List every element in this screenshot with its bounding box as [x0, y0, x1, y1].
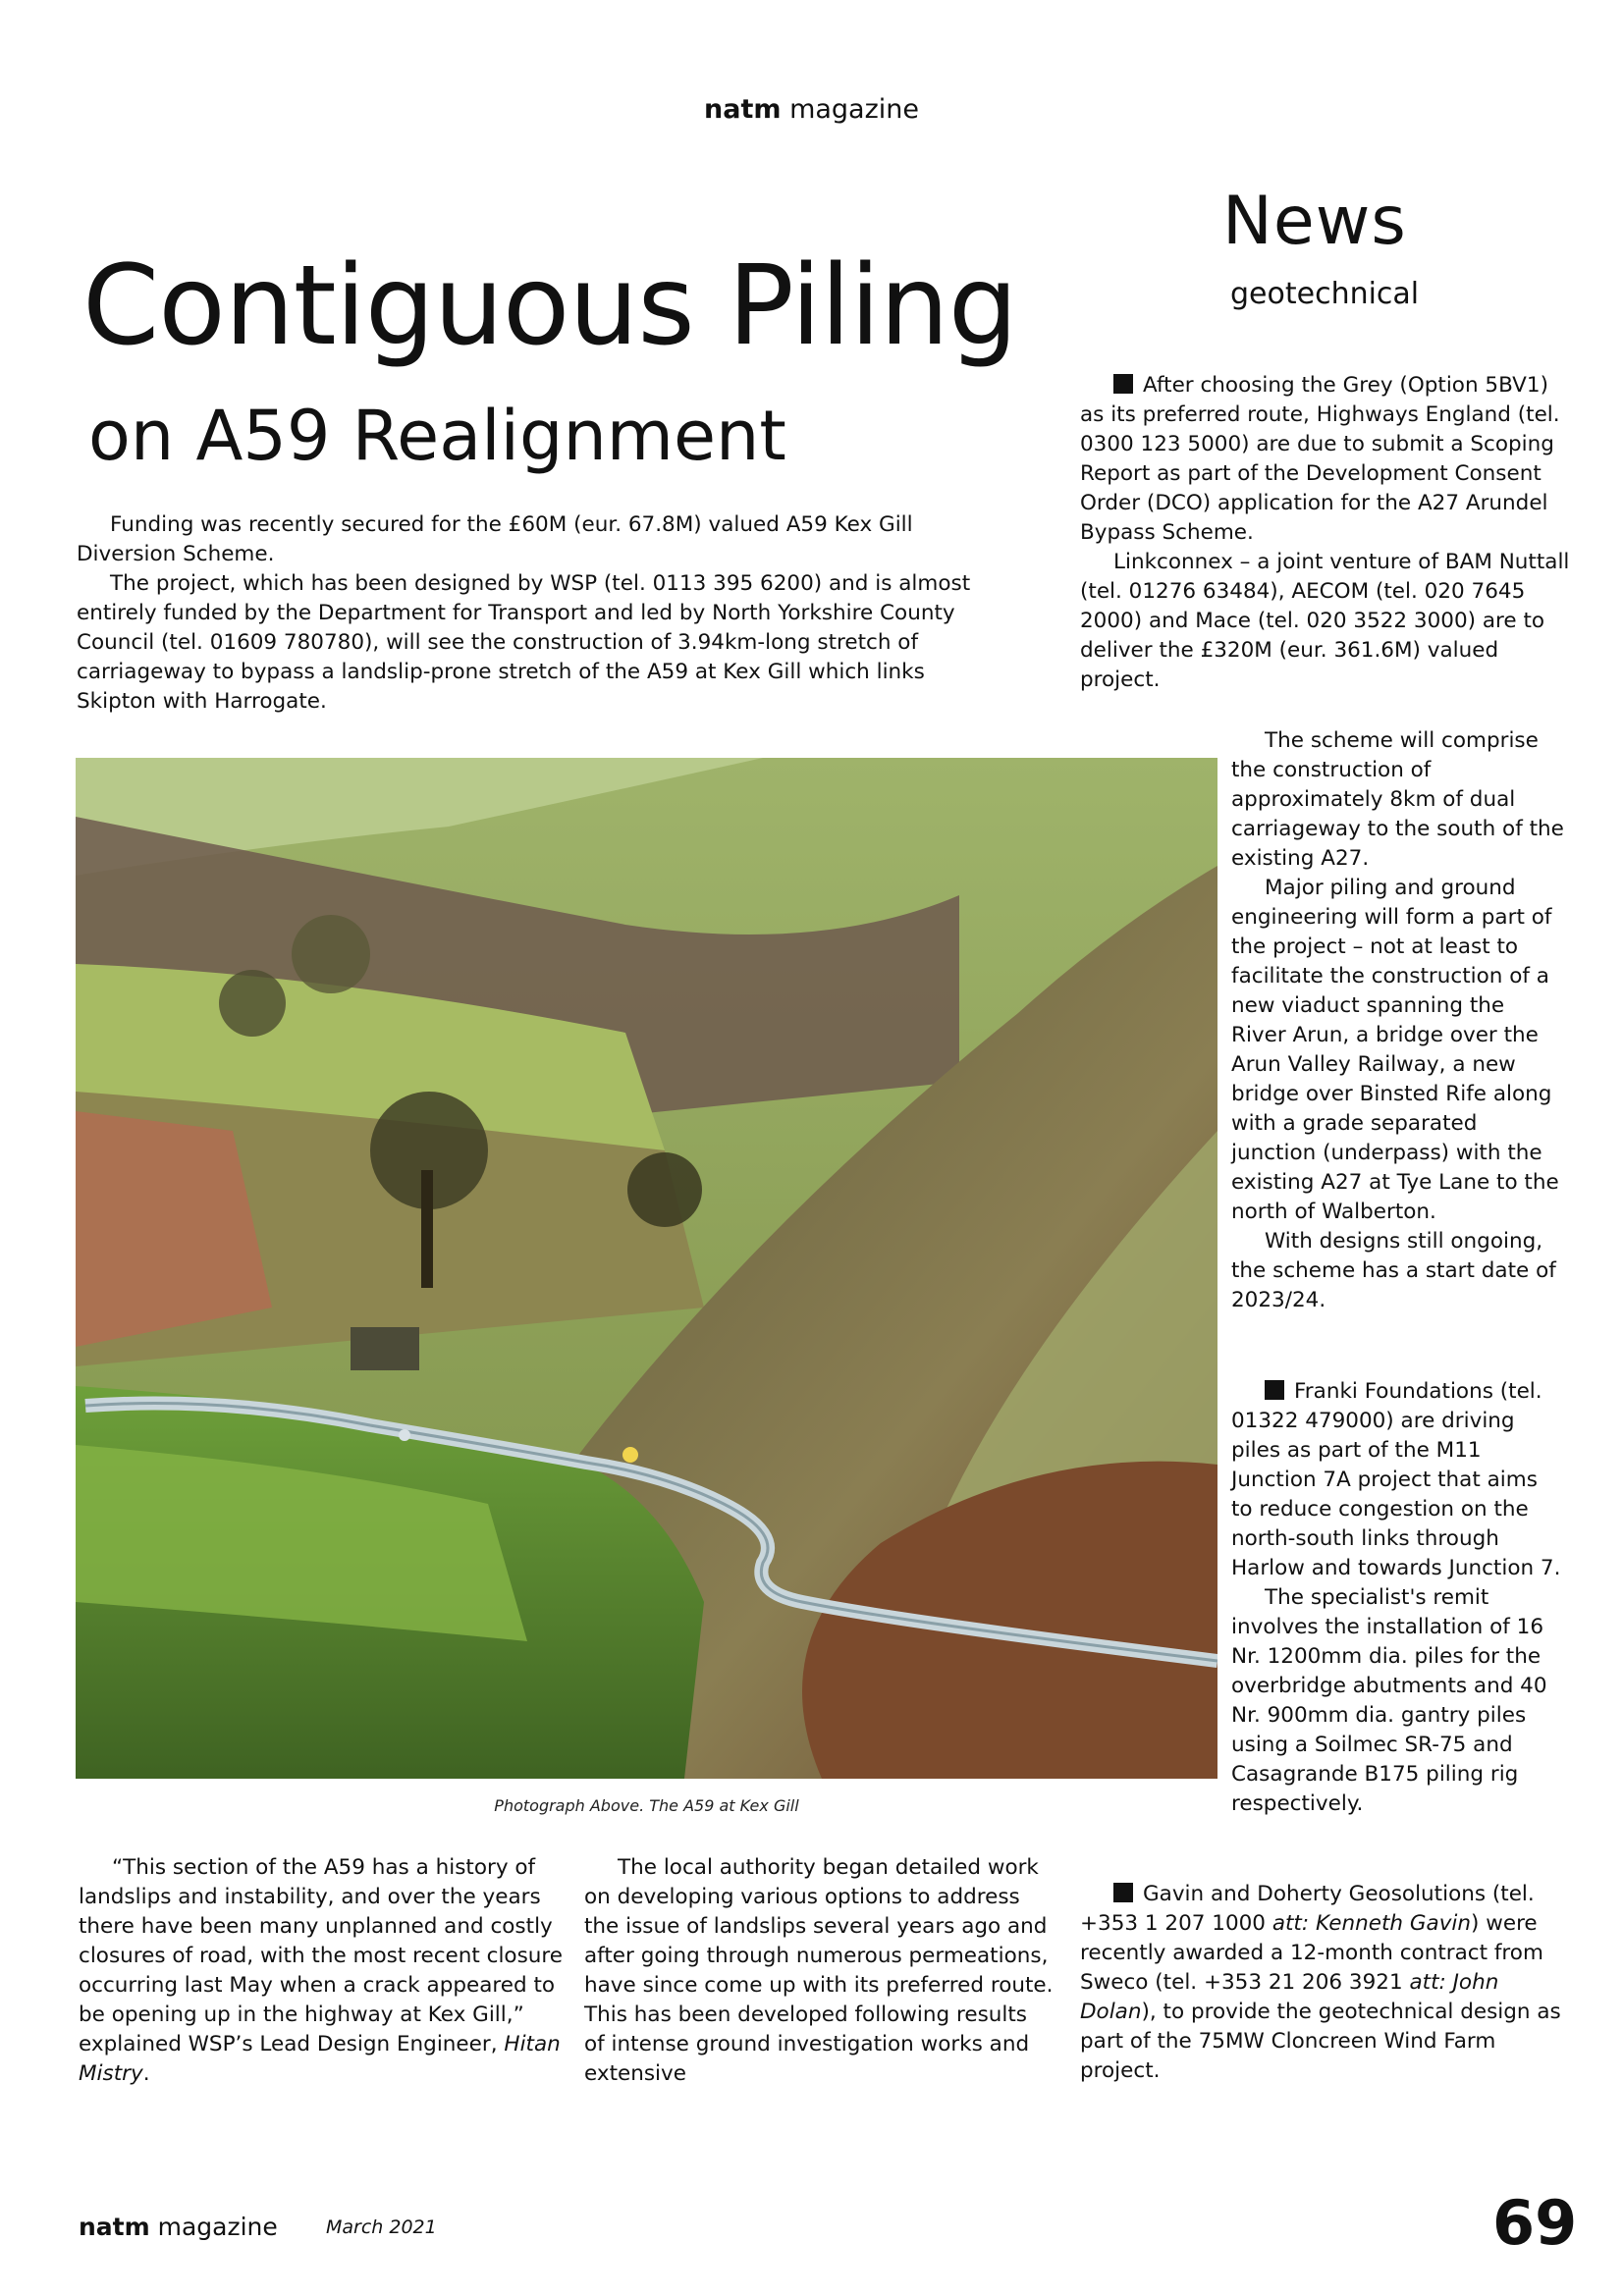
- news-paragraph: The specialist's remit involves the installation of 16 Nr. 1200mm dia. piles for the overbridge abutments and 40 Nr. 900mm dia. gantry piles using a Soilmec SR-75 and Casagrande B175 piling rig respectively.: [1231, 1585, 1547, 1816]
- news-item-franki: [1231, 1377, 1565, 1819]
- news-paragraph: With designs still ongoing, the scheme has a start date of 2023/24.: [1231, 1229, 1556, 1312]
- news-paragraph: Franki Foundations (tel. 01322 479000) are driving piles as part of the M11 Junction 7A project that aims to reduce congestion on the north-south links through Harlow and towards Junction 7.: [1231, 1379, 1561, 1580]
- contact-name: att: John Dolan: [1080, 1970, 1499, 2024]
- page-number: 69: [1492, 2187, 1578, 2259]
- article-photo: [76, 758, 1217, 1779]
- news-item-arundel-continued: [1231, 726, 1565, 1315]
- bullet-square-icon: [1265, 1380, 1284, 1400]
- footer-brand-rest: magazine: [149, 2213, 278, 2241]
- quote-text: “This section of the A59 has a history of landslips and instability, and over the years there have been many unplanned and costly closures of road, with the most recent closure occurring last May when a crack appeared to be opening up in the highway at Kex Gill,” explained WSP’s Lead Design Engineer,: [79, 1855, 564, 2056]
- article-subheadline: on A59 Realignment: [88, 396, 786, 476]
- article-intro: [77, 510, 1007, 717]
- intro-paragraph-1: Funding was recently secured for the £60M (eur. 67.8M) valued A59 Kex Gill Diversion Scheme.: [77, 512, 913, 566]
- news-item-gdg: [1080, 1880, 1571, 2086]
- news-paragraph: The scheme will comprise the construction of approximately 8km of dual carriageway to the south of the existing A27.: [1231, 728, 1564, 871]
- news-text: ), to provide the geotechnical design as part of the 75MW Cloncreen Wind Farm project.: [1080, 2000, 1561, 2083]
- footer-brand: [79, 2213, 278, 2241]
- footer-brand-bold: natm: [79, 2213, 150, 2241]
- article-column-1: [79, 1853, 567, 2089]
- bullet-square-icon: [1113, 1883, 1133, 1902]
- section-subtitle: geotechnical: [1230, 277, 1420, 311]
- contact-name: att: Kenneth Gavin: [1271, 1911, 1472, 1936]
- news-text: ) were recently awarded a 12-month contract from Sweco (tel. +353 21 206 3921: [1080, 1911, 1543, 1995]
- quote-end: .: [142, 2061, 150, 2086]
- news-text: Gavin and Doherty Geosolutions (tel. +353 1 207 1000: [1080, 1882, 1535, 1936]
- news-paragraph: After choosing the Grey (Option 5BV1) as its preferred route, Highways England (tel. 0300 123 5000) are due to submit a Scoping Report as part of the Development Consent Order (DCO) application for the A27 Arundel Bypass Scheme.: [1080, 373, 1560, 545]
- section-title: News: [1222, 183, 1407, 260]
- bullet-square-icon: [1113, 374, 1133, 394]
- issue-date: March 2021: [326, 2216, 437, 2238]
- intro-paragraph-2: The project, which has been designed by WSP (tel. 0113 395 6200) and is almost entirely funded by the Department for Transport and led by North Yorkshire County Council (tel. 01609 780780), will see the construction of 3.94km-long stretch of carriageway to bypass a landslip-prone stretch of the A59 at Kex Gill which links Skipton with Harrogate.: [77, 571, 971, 714]
- masthead-brand-rest: magazine: [781, 94, 919, 125]
- column-2-paragraph: The local authority began detailed work on developing various options to address the issue of landslips several years ago and after going through numerous permeations, have since come up with its preferred route. This has been developed following results of intense ground investigation works and extensive: [584, 1855, 1054, 2086]
- masthead-brand-bold: natm: [704, 94, 782, 125]
- news-paragraph: Major piling and ground engineering will form a part of the project – not at least to facilitate the construction of a new viaduct spanning the River Arun, a bridge over the Arun Valley Railway, a new bridge over Binsted Rife along with a grade separated junction (underpass) with the existing A27 at Tye Lane to the north of Walberton.: [1231, 876, 1559, 1224]
- engineer-name: Hitan Mistry: [79, 2032, 561, 2086]
- masthead: [0, 94, 1623, 125]
- article-column-2: [584, 1853, 1054, 2089]
- news-item-arundel: [1080, 371, 1571, 695]
- photo-caption: Photograph Above. The A59 at Kex Gill: [494, 1796, 799, 1815]
- news-paragraph: Linkconnex – a joint venture of BAM Nuttall (tel. 01276 63484), AECOM (tel. 020 7645 2000) and Mace (tel. 020 3522 3000) are to deliver the £320M (eur. 361.6M) valued project.: [1080, 550, 1570, 692]
- article-headline: Contiguous Piling: [82, 242, 1017, 370]
